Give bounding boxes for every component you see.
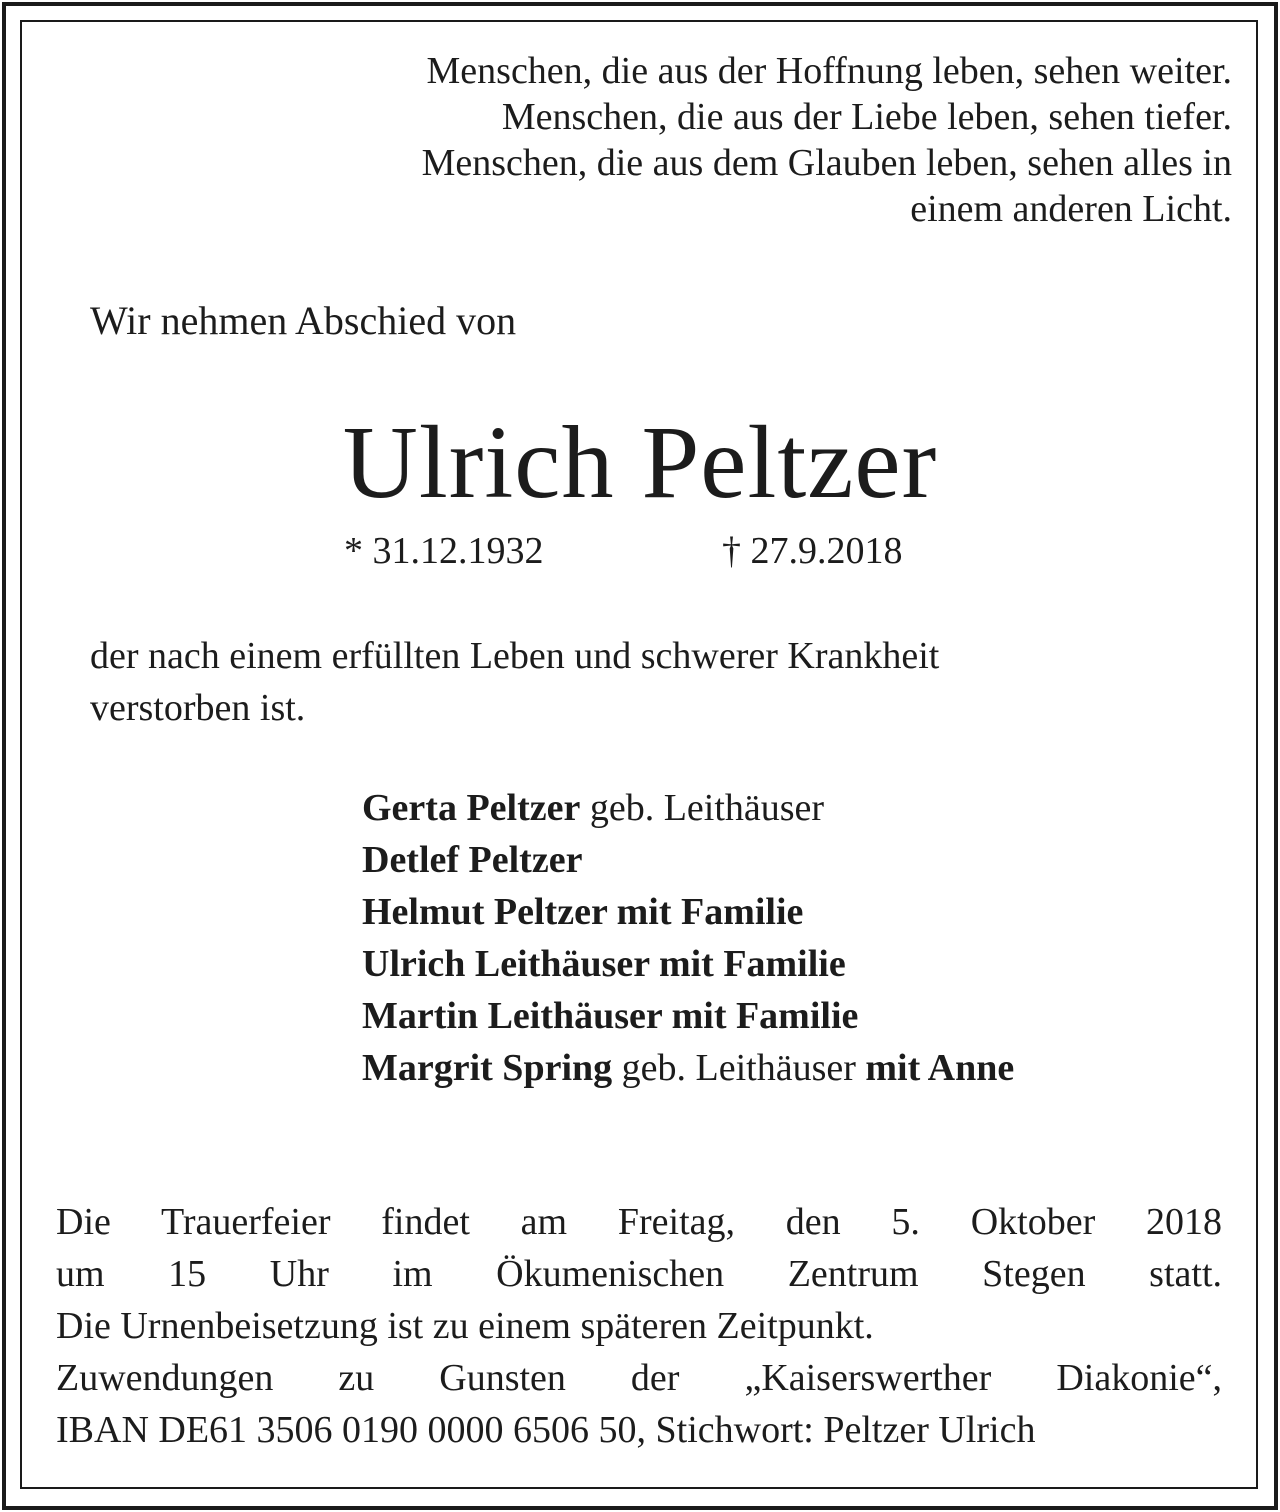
mourner-entry xyxy=(362,990,1014,1042)
mourner-entry xyxy=(362,782,1014,834)
service-line: um 15 Uhr im Ökumenischen Zentrum Stegen statt. xyxy=(56,1253,1222,1295)
motto-line: Menschen, die aus der Liebe leben, sehen tiefer. xyxy=(501,96,1232,138)
funeral-service-info xyxy=(56,1196,1222,1456)
mourner-name: Margrit Spring xyxy=(362,1047,613,1089)
mourner-name: Martin Leithäuser mit Familie xyxy=(362,995,859,1037)
birth-date: * 31.12.1932 xyxy=(344,530,544,572)
service-line: Die Urnenbeisetzung ist zu einem späteren Zeitpunkt. xyxy=(56,1305,874,1347)
death-date: † 27.9.2018 xyxy=(722,530,903,572)
mourner-entry xyxy=(362,938,1014,990)
mourner-suffix: mit Anne xyxy=(865,1047,1015,1089)
service-line: IBAN DE61 3506 0190 0000 6506 50, Stichwort: Peltzer Ulrich xyxy=(56,1409,1036,1451)
service-line: Die Trauerfeier findet am Freitag, den 5. Oktober 2018 xyxy=(56,1201,1222,1243)
service-line: Zuwendungen zu Gunsten der „Kaiserswerther Diakonie“, xyxy=(56,1357,1222,1399)
mourner-name: Ulrich Leithäuser mit Familie xyxy=(362,943,846,985)
deceased-name: Ulrich Peltzer xyxy=(342,405,938,520)
mourner-name: Detlef Peltzer xyxy=(362,839,583,881)
motto-line: Menschen, die aus der Hoffnung leben, sehen weiter. xyxy=(426,50,1232,92)
mourner-note: geb. Leithäuser xyxy=(580,787,825,829)
mourner-name: Helmut Peltzer mit Familie xyxy=(362,891,804,933)
motto-line: einem anderen Licht. xyxy=(910,188,1232,230)
mourner-name: Gerta Peltzer xyxy=(362,787,581,829)
death-note-line: der nach einem erfüllten Leben und schwerer Krankheit xyxy=(90,635,940,677)
death-note xyxy=(90,630,939,734)
mourner-note: geb. Leithäuser xyxy=(612,1047,866,1089)
mourner-entry xyxy=(362,834,1014,886)
motto-line: Menschen, die aus dem Glauben leben, sehen alles in xyxy=(421,142,1232,184)
mourner-entry xyxy=(362,886,1014,938)
intro-text: Wir nehmen Abschied von xyxy=(90,298,517,343)
motto-quote xyxy=(332,48,1232,232)
death-note-line: verstorben ist. xyxy=(90,687,306,729)
mourner-entry xyxy=(362,1042,1014,1094)
mourners-list xyxy=(362,782,1014,1094)
